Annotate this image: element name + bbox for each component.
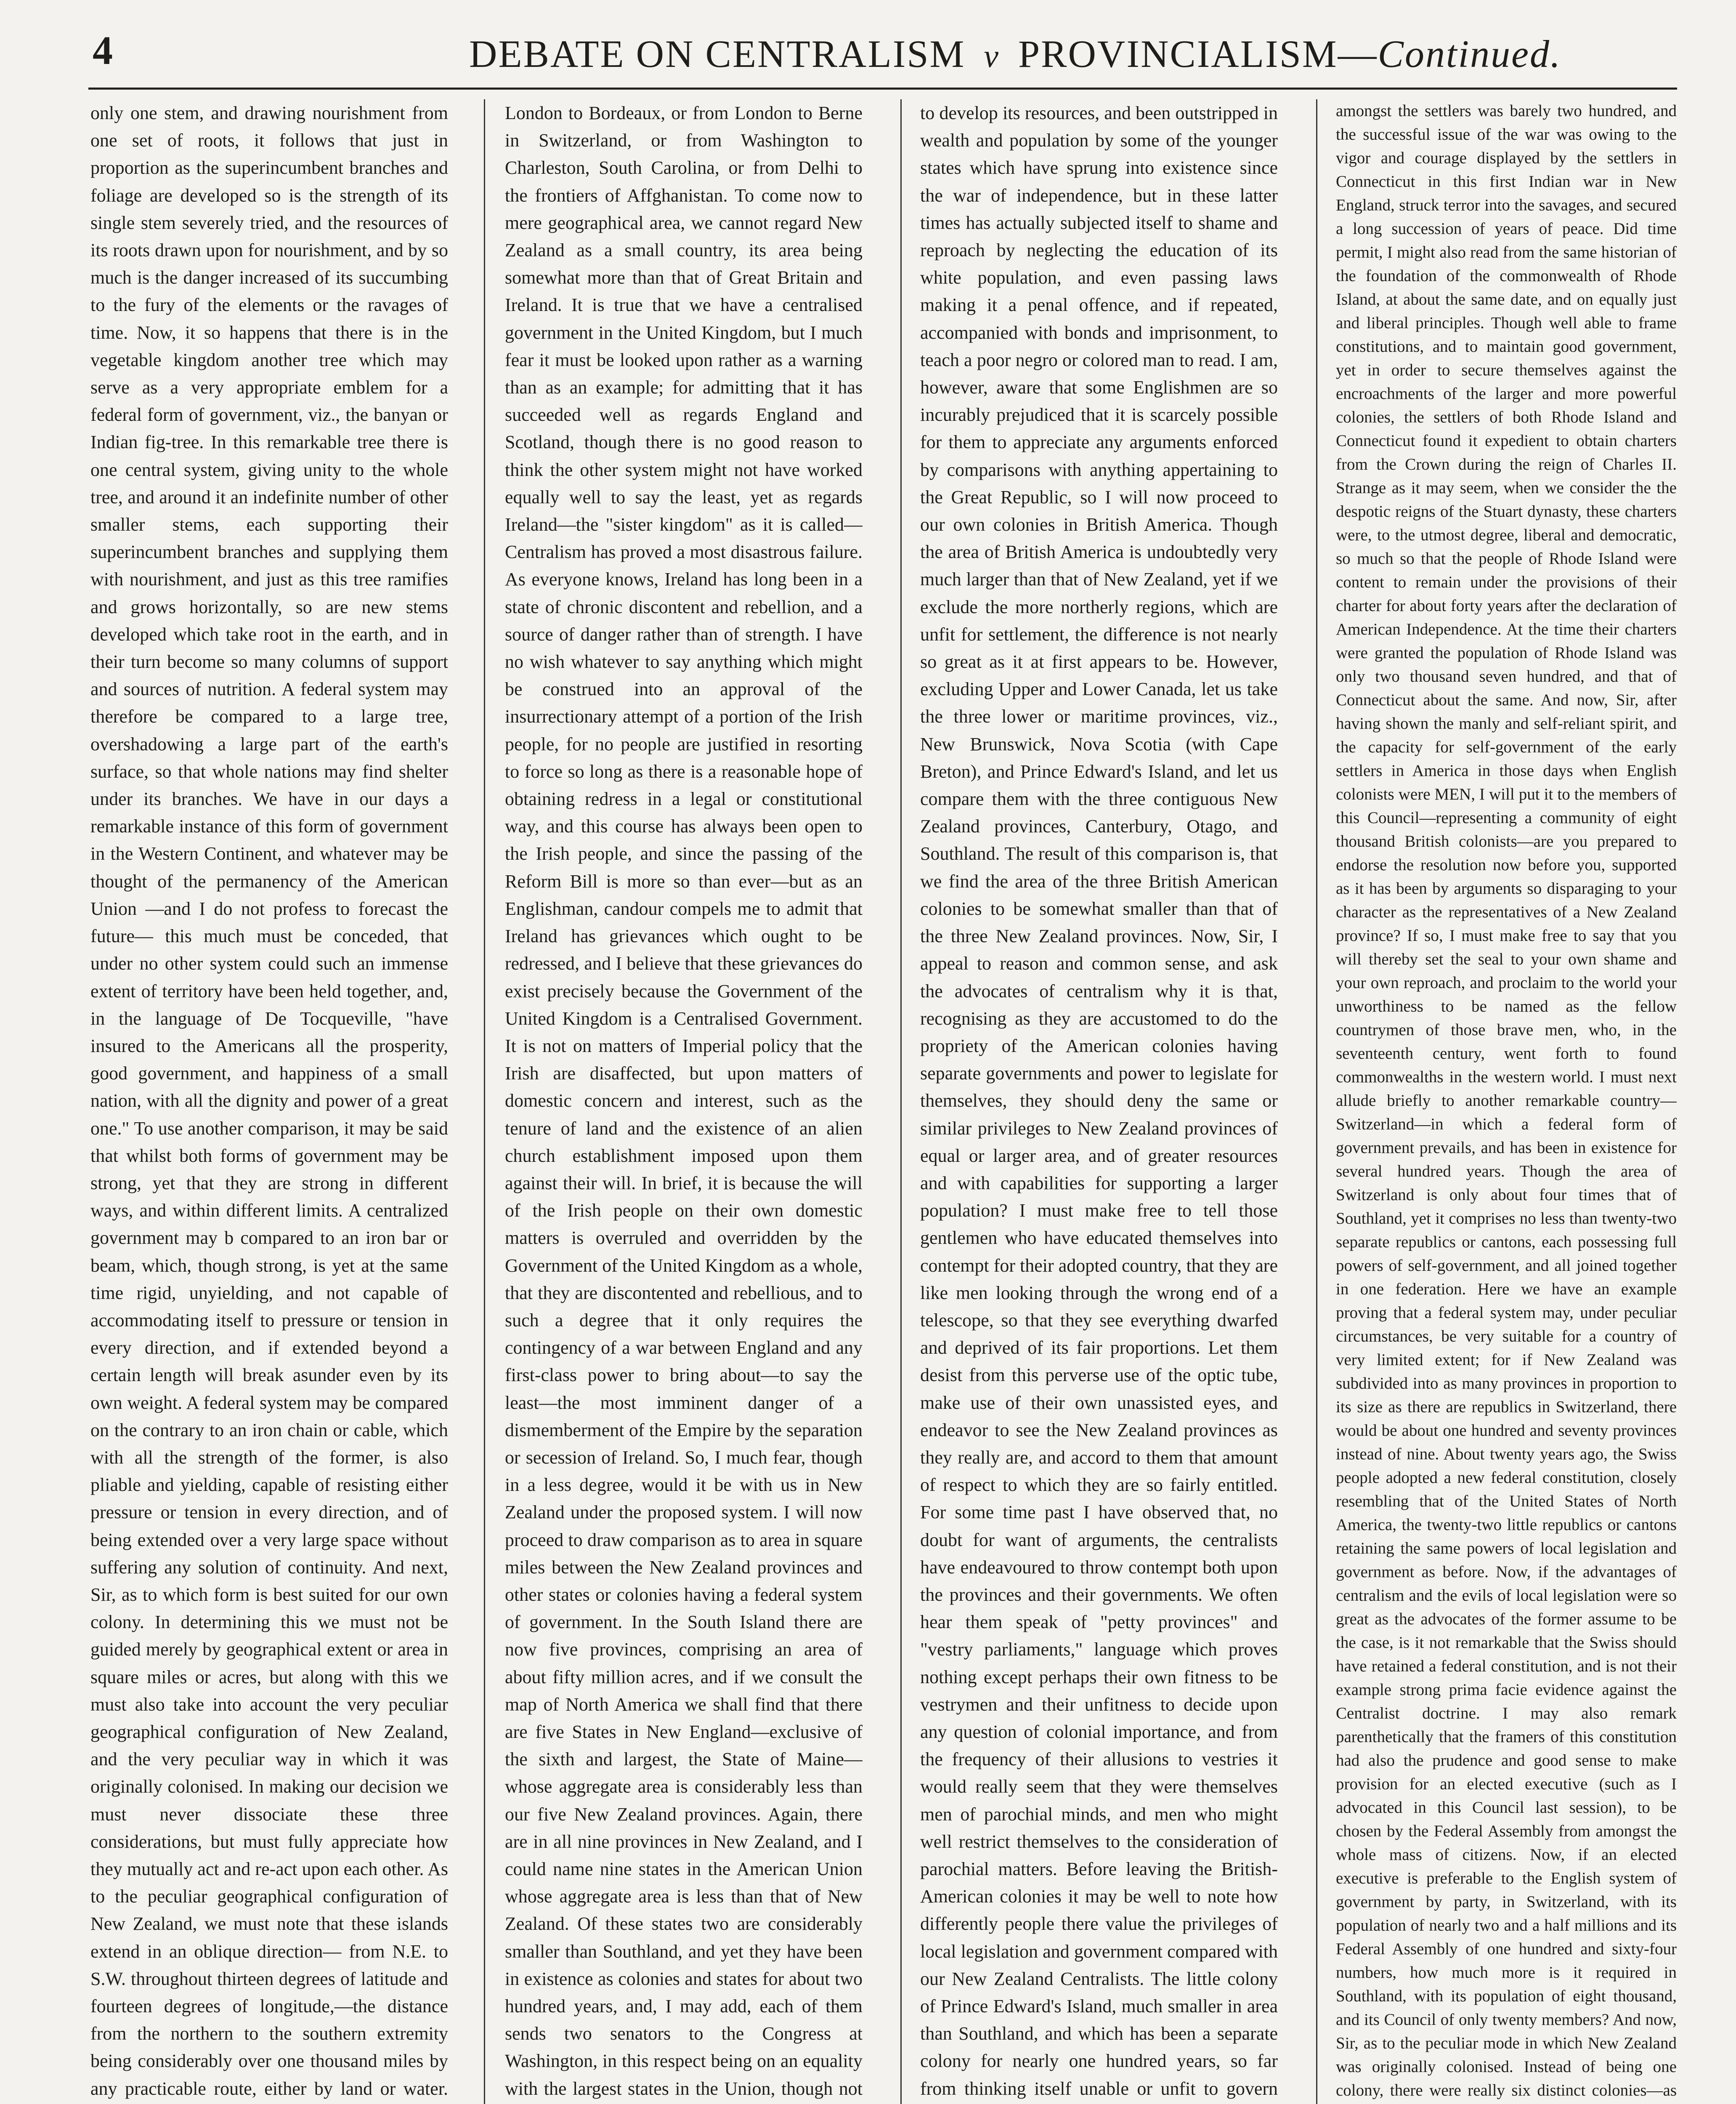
column-4-text: amongst the settlers was barely two hundred, and the successful issue of the war was owing to the vigor and courage displayed by the settlers in Connecticut in this first Indian war in New England, struck terror into the savages, and secured a long succession of years of peace. Did time permit, I might also read from the same historian of the foundation of the commonwealth of Rhode Island, at about the same date, and on equally just and liberal principles. Though well able to frame constitutions, and to maintain good government, yet in order to secure themselves against the encroachments of the larger and more powerful colonies, the settlers of both Rhode Island and Connecticut found it expedient to obtain charters from the Crown during the reign of Charles II. Strange as it may seem, when we consider the the despotic reigns of the Stuart dynasty, these charters were, to the utmost degree, liberal and democratic, so much so that the people of Rhode Island were content to remain under the provisions of their charter for about forty years after the declaration of American Independence. At the time their charters were granted the population of Rhode Island was only two thousand seven hundred, and that of Connecticut about the same. And now, Sir, after having shown the manly and self-reliant spirit, and the capacity for self-government of the early settlers in America in those days when English colonists were MEN, I will put it to the members of this Council—representing a community of eight thousand British colonists—are you prepared to endorse the resolution now before you, supported as it has been by arguments so disparaging to your character as the representatives of a New Zealand province? If so, I must make free to say that you will thereby set the seal to your own shame and your own reproach, and proclaim to the world your unworthiness to be named as the fellow countrymen of those brave men, who, in the seventeenth century, went forth to found commonwealths in the western world. I must next allude briefly to another remarkable country—Switzerland—in which a federal form of government prevails, and has been in existence for several hundred years. Though the area of Switzerland is only about four times that of Southland, yet it comprises no less than twenty-two separate republics or cantons, each possessing full powers of self-government, and all joined together in one federation. Here we have an example proving that a federal system may, under peculiar circumstances, be very suitable for a country of very limited extent; for if New Zealand was subdivided into as many provinces in proportion to its size as there are republics in Switzerland, there would be about one hundred and seventy provinces instead of nine. About twenty years ago, the Swiss people adopted a new federal constitution, closely resembling that of the United States of North America, the twenty-two little republics or cantons retaining the same powers of local legislation and government as before. Now, if the advantages of centralism and the evils of local legislation were so great as the advocates of the former assume to be the case, is it not remarkable that the Swiss should have retained a federal constitution, and is not their example strong prima facie evidence against the Centralist doctrine. I may also remark parenthetically that the framers of this constitution had also the prudence and good sense to make provision for an elected executive (such as I advocated in this Council last session), to be chosen by the Federal Assembly from amongst the whole mass of citizens. Now, if an elected executive is preferable to the English system of government by party, in Switzerland, with its population of nearly two and a half millions and its Federal Assembly of one hundred and sixty-four numbers, how much more is it required in Southland, with its population of eight thousand, and its Council of only twenty members? And now, Sir, as to the peculiar mode in which New Zealand was originally colonised. Instead of being one colony, there were really six distinct colonies—as bbox=[1336, 102, 1677, 2099]
page-number: 4 bbox=[93, 28, 113, 73]
column-1-text: only one stem, and drawing nourishment from one set of roots, it follows that just in proportion as the superincumbent branches and foliage are developed so is the strength of its single stem severely tried, and the resources of its roots drawn upon for nourishment, and by so much is the danger increased of its succumbing to the fury of the elements or the ravages of time. Now, it so happens that there is in the vegetable kingdom another tree which may serve as a very appropriate emblem for a federal form of government, viz., the banyan or Indian fig-tree. In this remarkable tree there is one central system, giving unity to the whole tree, and around it an indefinite number of other smaller stems, each supporting their superincumbent branches and supplying them with nourishment, and just as this tree ramifies and grows horizontally, so are new stems developed which take root in the earth, and in their turn become so many columns of support and sources of nutrition. A federal system may therefore be compared to a large tree, overshadowing a large part of the earth's surface, so that whole nations may find shelter under its branches. We have in our days a remarkable instance of this form of government in the Western Continent, and whatever may be thought of the permanency of the American Union —and I do not profess to forecast the future— this much must be conceded, that under no other system could such an immense extent of territory have been held together, and, in the language of De Tocqueville, "have insured to the Americans all the prosperity, good government, and happiness of a small nation, with all the dignity and power of a great one." To use another comparison, it may be said that whilst both forms of government may be strong, yet that they are strong in different ways, and within different limits. A centralized government may b compared to an iron bar or beam, which, though strong, is yet at the same time rigid, unyielding, and not capable of accommodating itself to pressure or tension in every direction, and if extended beyond a certain length will break asunder even by its own weight. A federal system may be compared on the contrary to an iron chain or cable, which with all the strength of the former, is also pliable and yielding, capable of resisting either pressure or tension in every direction, and of being extended over a very large space without suffering any solution of continuity. And next, Sir, as to which form is best suited for our own colony. In determining this we must not be guided merely by geographical extent or area in square miles or acres, but along with this we must also take into account the very peculiar geographical configuration of New Zealand, and the very peculiar way in which it was originally colonised. In making our decision we must never dissociate these three considerations, but must fully appreciate how they mutually act and re-act upon each other. As to the peculiar geographical configuration of New Zealand, we must note that these islands extend in an oblique direction— from N.E. to S.W. throughout thirteen degrees of latitude and fourteen degrees of longitude,—the distance from the northern to the southern extremity being considerably over one thousand miles by any practicable route, either by land or water. bbox=[90, 103, 448, 2099]
column-1 bbox=[90, 99, 448, 2104]
column-2-text: London to Bordeaux, or from London to Berne in Switzerland, or from Washington to Charleston, South Carolina, or from Delhi to the frontiers of Affghanistan. To come now to mere geographical area, we cannot regard New Zealand as a small country, its area being somewhat more than that of Great Britain and Ireland. It is true that we have a centralised government in the United Kingdom, but I much fear it must be looked upon rather as a warning than as an example; for admitting that it has succeeded well as regards England and Scotland, though there is no good reason to think the other system might not have worked equally well to say the least, yet as regards Ireland—the "sister kingdom" as it is called—Centralism has proved a most disastrous failure. As everyone knows, Ireland has long been in a state of chronic discontent and rebellion, and a source of danger rather than of strength. I have no wish whatever to say anything which might be construed into an approval of the insurrectionary attempt of a portion of the Irish people, for no people are justified in resorting to force so long as there is a reasonable hope of obtaining redress in a legal or constitutional way, and this course has always been open to the Irish people, and since the passing of the Reform Bill is more so than ever—but as an Englishman, candour compels me to admit that Ireland has grievances which ought to be redressed, and I believe that these grievances do exist precisely because the Government of the United Kingdom is a Centralised Government. It is not on matters of Imperial policy that the Irish are disaffected, but upon matters of domestic concern and interest, such as the tenure of land and the existence of an alien church establishment imposed upon them against their will. In brief, it is because the will of the Irish people on their own domestic matters is overruled and overridden by the Government of the United Kingdom as a whole, that they are discontented and rebellious, and to such a degree that it only requires the contingency of a war between England and any first-class power to bring about—to say the least—the most imminent danger of a dismemberment of the Empire by the separation or secession of Ireland. So, I much fear, though in a less degree, would it be with us in New Zealand under the proposed system. I will now proceed to draw comparison as to area in square miles between the New Zealand provinces and other states or colonies having a federal system of government. In the South Island there are now five provinces, comprising an area of about fifty million acres, and if we consult the map of North America we shall find that there are five States in New England—exclusive of the sixth and largest, the State of Maine—whose aggregate area is considerably less than our five New Zealand provinces. Again, there are in all nine provinces in New Zealand, and I could name nine states in the American Union whose aggregate area is less than that of New Zealand. Of these states two are considerably smaller than Southland, and yet they have been in existence as colonies and states for about two hundred years, and, I may add, each of them sends two senators to the Congress at Washington, in this respect being on an equality with the largest states in the Union, though not bbox=[505, 103, 863, 2099]
running-head-title: DEBATE ON CENTRALISM bbox=[469, 32, 966, 75]
column-3 bbox=[920, 99, 1278, 2104]
running-head-subtitle: PROVINCIALISM— bbox=[1018, 32, 1378, 75]
column-4 bbox=[1336, 99, 1677, 2104]
column-2 bbox=[505, 99, 863, 2104]
text-columns bbox=[90, 99, 1677, 2104]
running-head-separator: v bbox=[984, 37, 1000, 74]
running-head bbox=[379, 32, 1652, 75]
column-3-text: to develop its resources, and been outstripped in wealth and population by some of the younger states which have sprung into existence since the war of independence, but in these latter times has actually subjected itself to shame and reproach by neglecting the education of its white population, and even passing laws making it a penal offence, and if repeated, accompanied with bonds and imprisonment, to teach a poor negro or colored man to read. I am, however, aware that some Englishmen are so incurably prejudiced that it is scarcely possible for them to appreciate any arguments enforced by comparisons with anything appertaining to the Great Republic, so I will now proceed to our own colonies in British America. Though the area of British America is undoubtedly very much larger than that of New Zealand, yet if we exclude the more northerly regions, which are unfit for settlement, the difference is not nearly so great as it at first appears to be. However, excluding Upper and Lower Canada, let us take the three lower or maritime provinces, viz., New Brunswick, Nova Scotia (with Cape Breton), and Prince Edward's Island, and let us compare them with the three contiguous New Zealand provinces, Canterbury, Otago, and Southland. The result of this comparison is, that we find the area of the three British American colonies to be somewhat smaller than that of the three New Zealand provinces. Now, Sir, I appeal to reason and common sense, and ask the advocates of centralism why it is that, recognising as they are accustomed to do the propriety of the American colonies having separate governments and power to legislate for themselves, they should deny the same or similar privileges to New Zealand provinces of equal or larger area, and of greater resources and with capabilities for supporting a larger population? I must make free to tell those gentlemen who have educated themselves into contempt for their adopted country, that they are like men looking through the wrong end of a telescope, so that they see everything dwarfed and deprived of its fair proportions. Let them desist from this perverse use of the optic tube, make use of their own unassisted eyes, and endeavor to see the New Zealand provinces as they really are, and accord to them that amount of respect to which they are so fairly entitled. For some time past I have observed that, no doubt for want of arguments, the centralists have endeavoured to throw contempt both upon the provinces and their governments. We often hear them speak of "petty provinces" and "vestry parliaments," language which proves nothing except perhaps their own fitness to be vestrymen and their unfitness to decide upon any question of colonial importance, and from the frequency of their allusions to vestries it would really seem that they were themselves men of parochial minds, and men who might well restrict themselves to the consideration of parochial matters. Before leaving the British-American colonies it may be well to note how differently people there value the privileges of local legislation and government compared with our New Zealand Centralists. The little colony of Prince Edward's Island, much smaller in area than Southland, and which has been a separate colony for nearly one hundred years, so far from thinking itself unable or unfit to govern bbox=[920, 103, 1278, 2099]
header-rule bbox=[88, 88, 1677, 90]
running-head-continued: Continued. bbox=[1378, 32, 1561, 75]
